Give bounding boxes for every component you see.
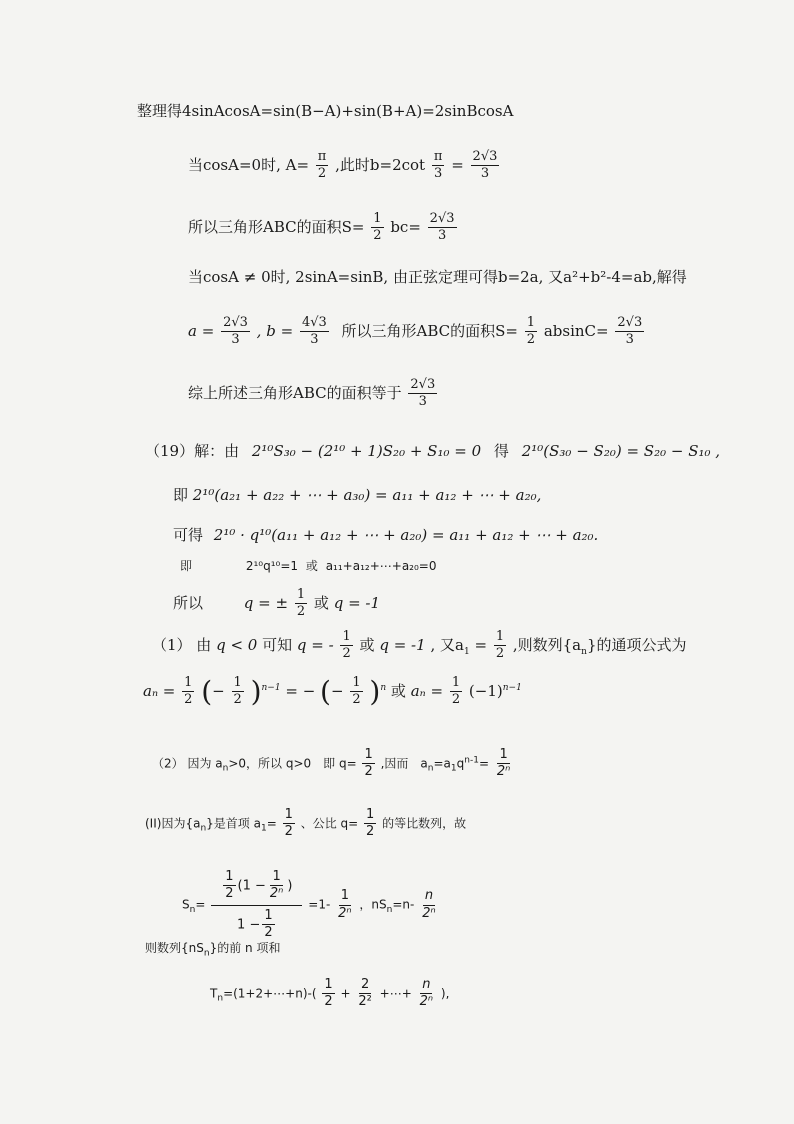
fraction-half: $\frac{1}{2}$ [373,211,382,244]
equation: q = - [296,635,334,654]
equation: q = ± [243,593,289,612]
equation: 2¹⁰(a₂₁ + a₂₂ + ⋯ + a₃₀) = a₁₁ + a₁₂ + ⋯ + a₂₀, [192,486,542,504]
text: 整理得4sinAcosA=sin(B−A)+sin(B+A)=2sinBcosA [137,102,514,120]
equation: 2¹⁰S₃₀ − (2¹⁰ + 1)S₂₀ + S₁₀ = 0 [251,442,482,460]
text: =n- [392,897,415,912]
text: = [474,635,488,654]
text: }是首项 a [206,816,261,831]
text: 所以三角形ABC的面积S= [341,321,519,340]
fraction-half: $\frac{1}{2}$ [264,907,273,940]
fraction-half: $\frac{1}{2}$ [225,869,234,902]
equation: aₙ = [143,681,176,700]
text: 得 [493,442,509,460]
text: 、公比 q= [300,816,359,831]
derivation-line-1 [137,104,513,119]
subscript: n [581,646,587,657]
part-ii-intro [145,808,466,840]
text: ,则数列{a [512,635,582,654]
exponent: n−1 [261,682,281,693]
area-line-1 [188,212,459,244]
subscript: 1 [463,646,470,657]
text: +⋯+ [379,986,412,1001]
paren: ) [250,674,262,708]
part-1-general-term [143,676,522,708]
fraction-pi-over-2: $\frac{\pi}{2}$ [317,149,327,182]
fraction-half: $\frac{1}{2}$ [526,315,536,348]
case-cos-zero [188,150,501,182]
text: 或 [305,559,318,573]
text: ，nS [359,897,387,912]
exponent: n-1 [464,755,479,766]
text: 当cosA ≠ 0时, 2sinA=sinB, 由正弦定理可得b=2a, 又a²+b²-4=ab,解得 [188,268,687,286]
subscript: n [189,904,196,915]
text: absinC= [543,321,609,340]
text: ), [440,986,450,1001]
text: =a [433,756,451,771]
subscript: n [217,993,224,1004]
part-1-line-1 [152,630,686,662]
equation: q = -1 [379,635,426,654]
text: }的前 n 项和 [209,941,281,955]
fraction-1-over-2n: $\frac{1}{\text{2ⁿ}}$ [496,747,511,780]
text: + [340,986,351,1001]
text: =(1+2+⋯+n)-( [223,986,317,1001]
text: 的等比数列，故 [382,816,467,831]
fraction-half: $\frac{1}{2}$ [495,629,505,662]
problem-19-start [145,444,720,459]
fraction-2-over-2-squared: $\frac{2}{\text{2²}}$ [358,977,372,1010]
text: 即 [173,486,189,504]
text: = [478,756,490,771]
problem-19-q-values [173,588,380,620]
text: =1- [308,897,331,912]
fraction-2sqrt3-over-3: $\frac{2√3}{3}$ [223,315,248,348]
fraction-half: $\frac{1}{2}$ [296,587,306,620]
subscript: n [386,904,393,915]
text: 或 [313,593,329,612]
problem-19-line-3 [173,528,598,543]
text: − [330,681,344,700]
solution-ab [188,316,646,348]
text: 或 [390,681,406,700]
fraction-2sqrt3-over-3: $\frac{2√3}{3}$ [429,211,455,244]
text: = − [285,681,316,700]
equation: q = -1 [333,593,381,612]
fraction-half: $\frac{1}{2}$ [324,977,333,1010]
conclusion-area [188,378,439,410]
fraction-half: $\frac{1}{2}$ [184,675,193,708]
fraction-pi-over-3: $\frac{\pi}{3}$ [433,149,443,182]
case-cos-nonzero [188,270,687,285]
fraction-half: $\frac{1}{2}$ [451,675,461,708]
subscript: n [203,948,210,959]
text: , 又a [430,635,464,654]
part-2 [152,748,514,780]
text: − [212,681,225,700]
subscript: n [200,823,207,834]
text: (−1) [468,681,503,700]
fraction-4sqrt3-over-3: $\frac{4√3}{3}$ [301,315,327,348]
text: S [182,897,190,912]
text: , b = [256,321,294,340]
text: （19）解：由 [145,442,240,460]
text: T [210,986,218,1001]
text: q [456,756,465,771]
tn-formula [210,978,449,1010]
fraction-sn-sum: $\frac{1}{2}$ (1 − $\frac{1}{\text{2ⁿ}}$ ) 1 − $\frac{1}{2}$ [211,870,302,940]
fraction-n-over-2n: $\frac{n}{\text{2ⁿ}}$ [422,888,436,921]
text: 可知 [262,635,293,654]
paren: ) [369,674,381,708]
equation: 2¹⁰(S₃₀ − S₂₀) = S₂₀ − S₁₀ , [521,442,721,460]
text: 所以 [173,593,204,612]
fraction-half: $\frac{1}{2}$ [284,807,293,840]
equation: 2¹⁰q¹⁰=1 [245,559,299,573]
equation: q < 0 [216,635,258,654]
text: （2） 因为 a [152,756,223,771]
equation: 2¹⁰ · q¹⁰(a₁₁ + a₁₂ + ⋯ + a₂₀) = a₁₁ + a₁₂ + ⋯ + a₂₀. [213,526,599,544]
fraction-2sqrt3-over-3: $\frac{2√3}{3}$ [617,315,643,348]
subscript: 1 [260,823,267,834]
fraction-half: $\frac{1}{2}$ [342,629,351,662]
fraction-n-over-2n: $\frac{n}{\text{2ⁿ}}$ [419,977,434,1010]
text: 则数列{nS [145,941,204,955]
text: (II)因为{a [145,816,201,831]
text: 或 [359,635,375,654]
fraction-2sqrt3-over-3: $\frac{2√3}{3}$ [410,377,436,410]
text: = [266,816,277,831]
text: 可得 [173,526,204,544]
text: 即 [180,559,193,573]
subscript: 1 [450,763,457,774]
tn-intro [145,942,280,958]
sn-formula [182,870,440,940]
exponent: n [380,682,387,693]
text: 综上所述三角形ABC的面积等于 [188,383,402,402]
problem-19-line-2 [173,488,541,503]
text: （1） 由 [152,635,212,654]
text: ,因而 a [380,756,428,771]
text: = [451,155,464,174]
text: bc= [390,217,421,236]
subscript: n [222,763,229,774]
text: }的通项公式为 [586,635,687,654]
text: = [195,897,206,912]
text: 当cosA=0时, A= [188,155,310,174]
equation: a₁₁+a₁₂+⋯+a₂₀=0 [325,559,437,573]
fraction-half: $\frac{1}{2}$ [364,747,373,780]
fraction-half: $\frac{1}{2}$ [366,807,375,840]
text: ,此时b=2cot [335,155,426,174]
equation: aₙ = [410,681,444,700]
text: a = [188,321,215,340]
problem-19-line-4 [180,560,436,572]
fraction-half: $\frac{1}{2}$ [233,675,242,708]
paren: ( [201,674,213,708]
exponent: n−1 [502,682,522,693]
text: >0，所以 q>0 即 q= [228,756,357,771]
text: 所以三角形ABC的面积S= [188,217,365,236]
subscript: n [427,763,434,774]
fraction-2sqrt3-over-3: $\frac{2√3}{3}$ [472,149,498,182]
fraction-half: $\frac{1}{2}$ [352,675,361,708]
fraction-1-over-2n: $\frac{1}{\text{2ⁿ}}$ [269,869,284,902]
paren: ( [320,674,331,708]
fraction-1-over-2n: $\frac{1}{\text{2ⁿ}}$ [338,888,352,921]
